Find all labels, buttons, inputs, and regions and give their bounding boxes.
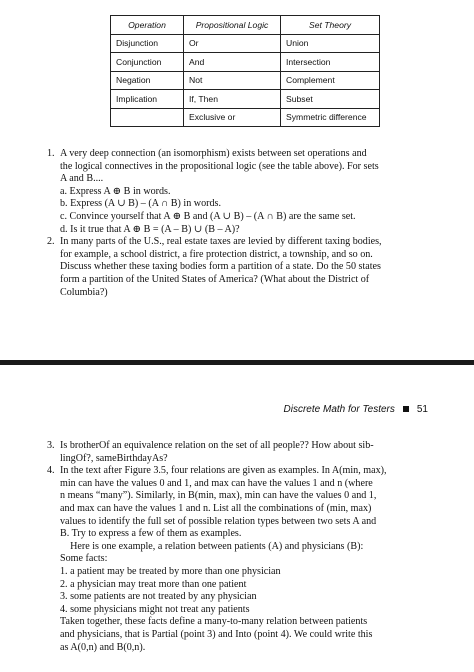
- text-line: [47, 541, 439, 554]
- text-line: [47, 236, 437, 249]
- page-divider: [0, 360, 474, 365]
- line-text: Here is one example, a relation between patients (A) and physicians (B):: [60, 540, 364, 552]
- line-text: B. Try to express a few of them as examples.: [60, 528, 242, 540]
- table-header: Set Theory: [281, 16, 380, 35]
- line-text: A very deep connection (an isomorphism) exists between set operations and: [60, 148, 367, 159]
- text-line: [47, 186, 437, 199]
- text-line: [47, 249, 437, 262]
- item-number: 4.: [47, 465, 55, 477]
- line-text: In the text after Figure 3.5, four relations are given as examples. In A(min, max),: [60, 465, 387, 477]
- item-number: 1.: [47, 148, 55, 159]
- table-cell: Complement: [281, 71, 380, 90]
- text-line: [47, 198, 437, 211]
- table-header-row: [111, 16, 380, 35]
- line-text: and physicians, that is Partial (point 3) and Into (point 4). We could write this: [60, 628, 373, 640]
- line-text: and max can have the values 1 and n. List all the combinations of (min, max): [60, 502, 372, 514]
- table-cell: Union: [281, 34, 380, 53]
- text-line: [47, 503, 439, 516]
- running-header-title: Discrete Math for Testers: [283, 404, 395, 415]
- line-text: the logical connectives in the propositional logic (see the table above). For sets: [60, 160, 379, 172]
- text-line: [47, 591, 439, 604]
- line-text: n means “many”). Similarly, in B(min, max), min can have the values 0 and 1,: [60, 490, 377, 502]
- table-row: [111, 71, 380, 90]
- text-line: [47, 261, 437, 274]
- table-cell: Or: [184, 34, 281, 53]
- exercise-list-top: [47, 148, 437, 299]
- line-text: Discuss whether these taxing bodies form a partition of a state. Do the 50 states: [60, 261, 381, 273]
- table-cell: If, Then: [184, 90, 281, 109]
- line-text: 2. a physician may treat more than one patient: [60, 578, 247, 590]
- table-cell: Not: [184, 71, 281, 90]
- item-number: 2.: [47, 236, 55, 248]
- table-header: Propositional Logic: [184, 16, 281, 35]
- text-line: [47, 478, 439, 491]
- text-line: [47, 642, 439, 655]
- table-cell: [111, 108, 184, 127]
- text-line: [47, 465, 439, 478]
- table-row: [111, 108, 380, 127]
- table-cell: Subset: [281, 90, 380, 109]
- square-bullet-icon: [403, 406, 409, 412]
- table-row: [111, 34, 380, 53]
- line-text: A and B....: [60, 173, 104, 185]
- text-line: [47, 161, 437, 174]
- line-text: Taken together, these facts define a many-to-many relation between patients: [60, 616, 368, 628]
- operations-table: [110, 15, 380, 127]
- table-cell: Exclusive or: [184, 108, 281, 127]
- table-row: [111, 90, 380, 109]
- text-line: [47, 287, 437, 300]
- table-cell: Disjunction: [111, 34, 184, 53]
- table-cell: Implication: [111, 90, 184, 109]
- line-text: 4. some physicians might not treat any patients: [60, 603, 250, 615]
- text-line: [47, 604, 439, 617]
- line-text: lingOf?, sameBirthdayAs?: [60, 452, 168, 464]
- text-line: [47, 274, 437, 287]
- line-text: form a partition of the United States of America? (What about the District of: [60, 273, 370, 285]
- page-number: 51: [416, 404, 428, 415]
- line-text: Some facts:: [60, 553, 108, 565]
- table-cell: And: [184, 53, 281, 72]
- table-header: Operation: [111, 16, 184, 35]
- text-line: [47, 453, 439, 466]
- text-line: [47, 528, 439, 541]
- text-line: [47, 224, 437, 237]
- text-line: [47, 148, 437, 161]
- text-line: [47, 579, 439, 592]
- text-line: [47, 211, 437, 224]
- text-line: [47, 629, 439, 642]
- table-cell: Conjunction: [111, 53, 184, 72]
- line-text: 1. a patient may be treated by more than one physician: [60, 565, 281, 577]
- line-text: In many parts of the U.S., real estate taxes are levied by different taxing bodies,: [60, 236, 382, 248]
- text-line: [47, 516, 439, 529]
- table-cell: Symmetric difference: [281, 108, 380, 127]
- text-line: [47, 173, 437, 186]
- running-header: [284, 404, 428, 415]
- table-cell: Intersection: [281, 53, 380, 72]
- exercise-list-bottom: [47, 440, 439, 654]
- text-line: [47, 616, 439, 629]
- line-text: a. Express A ⊕ B in words.: [60, 185, 171, 197]
- text-line: [47, 566, 439, 579]
- line-text: Columbia?): [60, 286, 108, 298]
- table-row: [111, 53, 380, 72]
- table-cell: Negation: [111, 71, 184, 90]
- text-line: [47, 440, 439, 453]
- text-line: [47, 490, 439, 503]
- line-text: Is brotherOf an equivalence relation on the set of all people?? How about sib-: [60, 440, 374, 451]
- text-line: [47, 553, 439, 566]
- line-text: c. Convince yourself that A ⊕ B and (A ∪ B) – (A ∩ B) are the same set.: [60, 210, 356, 222]
- item-number: 3.: [47, 440, 55, 451]
- line-text: 3. some patients are not treated by any physician: [60, 591, 257, 603]
- line-text: d. Is it true that A ⊕ B = (A – B) ∪ (B – A)?: [60, 223, 240, 235]
- line-text: b. Express (A ∪ B) – (A ∩ B) in words.: [60, 198, 221, 210]
- line-text: for example, a school district, a fire protection district, a township, and so on.: [60, 248, 373, 260]
- line-text: as A(0,n) and B(0,n).: [60, 641, 146, 653]
- line-text: values to identify the full set of possible relation types between two sets A and: [60, 515, 377, 527]
- line-text: min can have the values 0 and 1, and max can have the values 1 and n (where: [60, 477, 373, 489]
